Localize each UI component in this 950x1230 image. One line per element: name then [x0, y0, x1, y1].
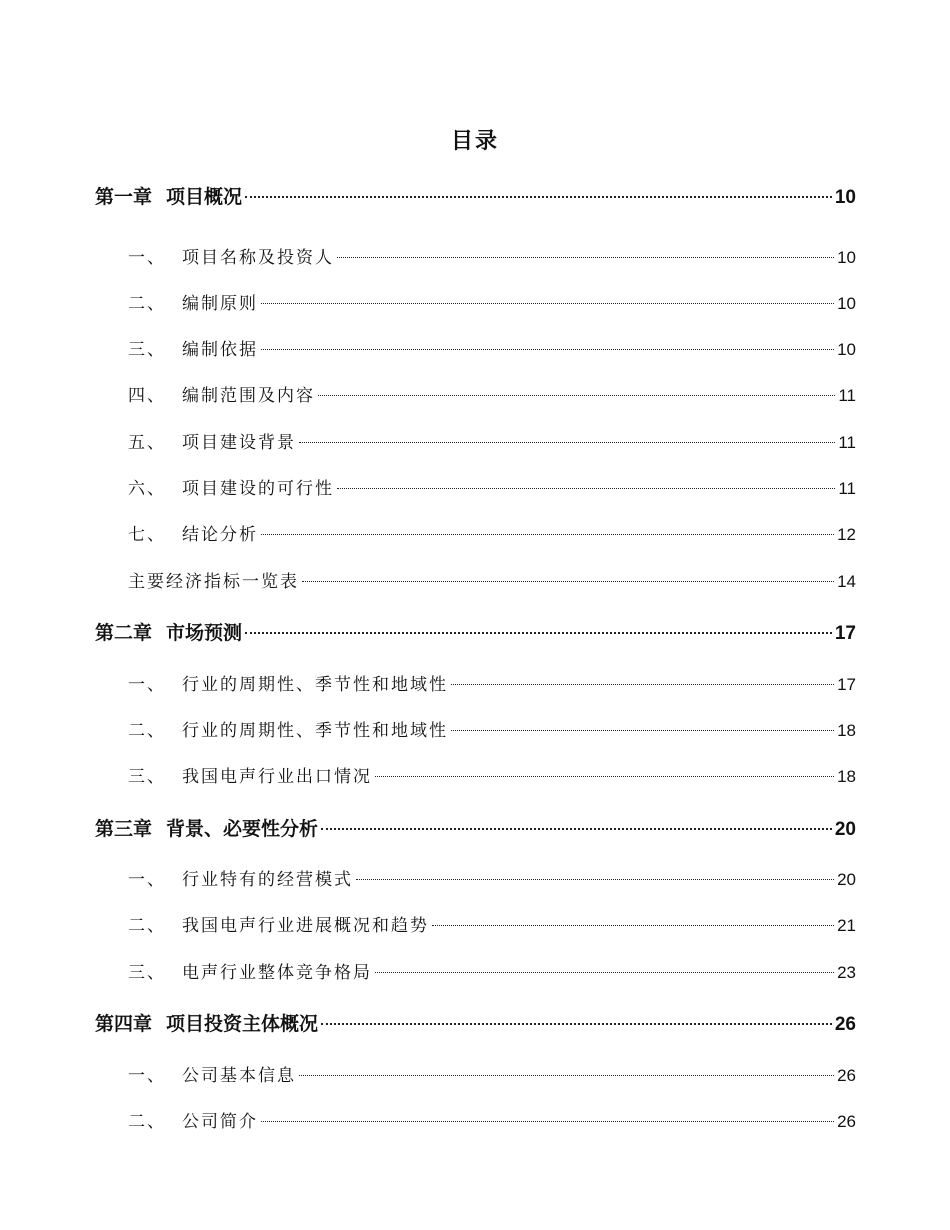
toc-entry-chapter[interactable]: [95, 814, 856, 841]
entry-title: 公司简介: [182, 1112, 258, 1132]
entry-title: 结论分析: [182, 525, 258, 545]
section-number: 三、: [128, 340, 166, 360]
toc-entry-section[interactable]: [128, 911, 856, 936]
dot-leader: [245, 632, 832, 634]
dot-leader: [261, 349, 834, 350]
section-number: 七、: [128, 525, 166, 545]
entry-title: 项目投资主体概况: [166, 1013, 319, 1035]
dot-leader: [245, 196, 832, 198]
section-number: 六、: [128, 479, 166, 499]
dot-leader: [337, 257, 834, 258]
entry-title: 行业的周期性、季节性和地域性: [182, 675, 448, 695]
toc-entry-chapter[interactable]: [95, 182, 856, 209]
toc-entry-section[interactable]: [128, 335, 856, 360]
chapter-number: 第四章: [95, 1013, 153, 1035]
toc-entry-section[interactable]: [128, 474, 856, 499]
toc-entry-section[interactable]: [128, 762, 856, 787]
section-number: 一、: [128, 248, 166, 268]
toc-entry-section[interactable]: [128, 958, 856, 983]
page-number: 20: [837, 870, 856, 889]
page-number: 17: [837, 675, 856, 694]
toc-entry-section[interactable]: [128, 243, 856, 268]
dot-leader: [261, 534, 834, 535]
page-number: 12: [837, 525, 856, 544]
entry-title: 编制原则: [182, 294, 258, 314]
entry-title: 行业的周期性、季节性和地域性: [182, 721, 448, 741]
page-number: 17: [834, 623, 856, 644]
page-number: 11: [838, 479, 856, 498]
toc-entry-section[interactable]: [128, 289, 856, 314]
dot-leader: [299, 442, 835, 443]
section-number: 一、: [128, 870, 166, 890]
dot-leader: [375, 776, 834, 777]
dot-leader: [261, 1121, 834, 1122]
page-number: 23: [837, 963, 856, 982]
chapter-number: 第三章: [95, 818, 153, 840]
dot-leader: [451, 684, 834, 685]
chapter-number: 第二章: [95, 622, 153, 644]
section-number: 三、: [128, 767, 166, 787]
section-number: 二、: [128, 294, 166, 314]
toc-entry-section[interactable]: [128, 1061, 856, 1086]
section-number: 二、: [128, 721, 166, 741]
page-number: 11: [838, 386, 856, 405]
entry-title: 编制范围及内容: [182, 386, 315, 406]
chapter-number: 第一章: [95, 186, 153, 208]
entry-title: 项目概况: [166, 186, 243, 208]
page-number: 20: [834, 819, 856, 840]
toc-entry-section[interactable]: [128, 520, 856, 545]
entry-title: 项目建设的可行性: [182, 479, 334, 499]
entry-title: 背景、必要性分析: [166, 818, 319, 840]
dot-leader: [356, 879, 834, 880]
page-number: 18: [837, 767, 856, 786]
page-number: 10: [834, 187, 856, 208]
page-number: 10: [837, 294, 856, 313]
page-number: 18: [837, 721, 856, 740]
section-number: 四、: [128, 386, 166, 406]
toc-entry-chapter[interactable]: [95, 618, 856, 645]
entry-title: 我国电声行业进展概况和趋势: [182, 916, 429, 936]
entry-title: 我国电声行业出口情况: [182, 767, 372, 787]
dot-leader: [375, 972, 834, 973]
toc-entry-section[interactable]: [128, 865, 856, 890]
entry-title: 电声行业整体竞争格局: [182, 963, 372, 983]
toc-entry-section[interactable]: [128, 428, 856, 453]
entry-title: 项目建设背景: [182, 433, 296, 453]
toc-entry-plain[interactable]: [128, 567, 856, 592]
page-number: 21: [837, 916, 856, 935]
page-number: 11: [838, 433, 856, 452]
entry-title: 项目名称及投资人: [182, 248, 334, 268]
page-number: 26: [834, 1014, 856, 1035]
entry-title: 行业特有的经营模式: [182, 870, 353, 890]
page-number: 26: [837, 1066, 856, 1085]
dot-leader: [432, 925, 834, 926]
page-number: 10: [837, 340, 856, 359]
dot-leader: [302, 581, 834, 582]
section-number: 二、: [128, 1112, 166, 1132]
section-number: 一、: [128, 1066, 166, 1086]
entry-title: 编制依据: [182, 340, 258, 360]
toc-entry-chapter[interactable]: [95, 1009, 856, 1036]
toc-entry-section[interactable]: [128, 670, 856, 695]
section-number: 一、: [128, 675, 166, 695]
dot-leader: [451, 730, 834, 731]
toc-entry-section[interactable]: [128, 716, 856, 741]
section-number: 三、: [128, 963, 166, 983]
page-number: 14: [837, 572, 856, 591]
toc-entry-section[interactable]: [128, 1107, 856, 1132]
page-number: 10: [837, 248, 856, 267]
dot-leader: [299, 1075, 834, 1076]
entry-title: 市场预测: [166, 622, 243, 644]
dot-leader: [321, 828, 832, 830]
section-number: 二、: [128, 916, 166, 936]
page-number: 26: [837, 1112, 856, 1131]
dot-leader: [321, 1023, 832, 1025]
dot-leader: [318, 395, 835, 396]
dot-leader: [337, 488, 835, 489]
section-number: 五、: [128, 433, 166, 453]
entry-title: 主要经济指标一览表: [128, 572, 299, 592]
dot-leader: [261, 303, 834, 304]
entry-title: 公司基本信息: [182, 1066, 296, 1086]
toc-title: 目录: [450, 129, 499, 154]
toc-entry-section[interactable]: [128, 381, 856, 406]
